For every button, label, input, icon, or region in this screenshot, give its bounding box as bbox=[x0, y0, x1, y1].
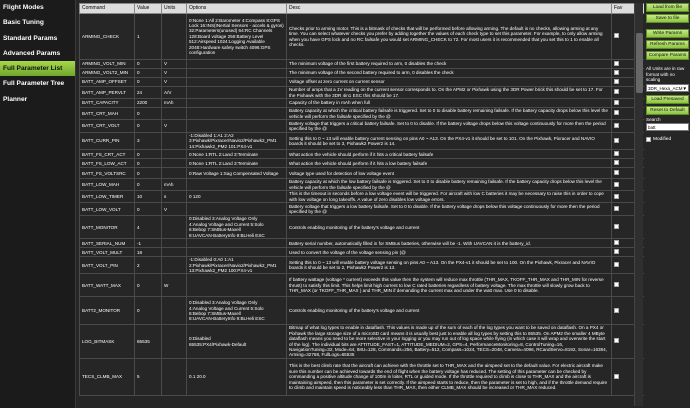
fav-checkbox[interactable] bbox=[614, 194, 619, 199]
value-cell[interactable]: 24 bbox=[135, 87, 162, 99]
options-cell: 0:None 1:RTL 2:Land 3:Terminate bbox=[187, 150, 287, 159]
table-row[interactable] bbox=[80, 274, 645, 297]
desc-cell: Number of amps that a 1V reading on the current sensor corresponds to. On the APM2 or Pixhawk using the 3DR Power brick this should be set to 17. For the Pixhawk with the 3DR 4in1 ESC this should be 17. bbox=[287, 87, 612, 99]
units-cell: V bbox=[162, 60, 187, 69]
modified-checkbox[interactable] bbox=[646, 137, 651, 142]
fav-checkbox[interactable] bbox=[614, 170, 619, 175]
command-cell: BATT_CRT_VOLT bbox=[80, 120, 135, 133]
sidebar-item[interactable]: Basic Tuning bbox=[3, 19, 44, 27]
desc-cell: Setting this to 0 ~ 13 will enable battery voltage sensing on pins A0 ~ A13. On the PX4-v1 it should be set to 100. On the Pixhawk, Pixracer and NAVIO boards it should be set to 2, Pixhawk2 Power2 is 13. bbox=[287, 257, 612, 274]
desc-cell: Controls enabling monitoring of the battery's voltage and current bbox=[287, 216, 612, 239]
desc-cell: Checks prior to arming motor. This is a bitmask of checks that will be performed before allowing arming. The default is no checks, allowing arming at any time. You can select whatever checks you prefer by adding together the values of each check type to set this parameter. For example, to only allow arming when you have GPS lock and no RC failsafe you would set ARMING_CHECK to 72. For most users it is recommended that you set this to 1 to enable all checks. bbox=[287, 14, 612, 60]
desc-cell: Setting this to 0 ~ 13 will enable battery current sensing on pins A0 ~ A13. On the PX4-v1 it should be set to 101. On the Pixhawk, Pixracer and NAVIO boards it should be set to 3, Pixhawk2 Power2 is 14. bbox=[287, 133, 612, 150]
value-cell[interactable]: 0 bbox=[135, 69, 162, 78]
options-cell: 0 120 bbox=[187, 191, 287, 203]
header-options[interactable]: Options bbox=[187, 4, 287, 14]
table-row[interactable] bbox=[80, 239, 645, 248]
sidebar-item[interactable]: Flight Modes bbox=[3, 4, 44, 11]
value-cell[interactable]: 10 bbox=[135, 191, 162, 203]
value-cell[interactable]: 0 bbox=[135, 274, 162, 297]
command-cell: BATT_LOW_MAH bbox=[80, 179, 135, 191]
options-cell: 0:Disabled 3:Analog Voltage Only 4:Analog Voltage and Current 5:Solo 6:Bebop 7:SMBus-Maxell 8:UAVCAN-BatteryInfo 9:BLHeli ESC bbox=[187, 297, 287, 325]
command-cell: BATT_FS_LOW_ACT bbox=[80, 159, 135, 168]
value-cell[interactable]: 5 bbox=[135, 358, 162, 395]
options-cell: 0:Raw Voltage 1:Sag Compensated Voltage bbox=[187, 168, 287, 179]
fav-checkbox[interactable] bbox=[614, 79, 619, 84]
options-cell bbox=[187, 69, 287, 78]
units-cell bbox=[162, 133, 187, 150]
options-cell bbox=[187, 78, 287, 87]
table-row[interactable] bbox=[80, 191, 645, 203]
units-cell: mAh bbox=[162, 99, 187, 108]
value-cell[interactable]: 0 bbox=[135, 297, 162, 325]
command-cell: LOG_BITMASK bbox=[80, 325, 135, 358]
table-row[interactable] bbox=[80, 133, 645, 150]
value-cell[interactable]: 0 bbox=[135, 78, 162, 87]
table-row[interactable] bbox=[80, 78, 645, 87]
fav-checkbox[interactable] bbox=[614, 249, 619, 254]
value-cell[interactable]: 4 bbox=[135, 216, 162, 239]
units-cell bbox=[162, 325, 187, 358]
sidebar-item[interactable]: Standard Params bbox=[3, 34, 58, 42]
options-cell bbox=[187, 179, 287, 191]
options-cell: 0:Disabled 3:Analog Voltage Only 4:Analog Voltage and Current 5:Solo 6:Bebop 7:SMBus-Maxell 8:UAVCAN-BatteryInfo 9:BLHeli ESC bbox=[187, 216, 287, 239]
table-row[interactable] bbox=[80, 69, 645, 78]
command-cell: BATT_MONITOR bbox=[80, 216, 135, 239]
fav-checkbox[interactable] bbox=[614, 262, 619, 267]
desc-cell: Used to convert the voltage of the voltage sensing pin (@ bbox=[287, 248, 612, 257]
value-cell[interactable]: 0 bbox=[135, 168, 162, 179]
command-cell: ARMING_CHECK bbox=[80, 14, 135, 60]
load-from-file-button[interactable]: Load from file bbox=[646, 3, 689, 12]
scrollbar-thumb[interactable] bbox=[636, 33, 643, 93]
header-units[interactable]: Units bbox=[162, 4, 187, 14]
command-cell: ARMING_VOLT_MIN bbox=[80, 60, 135, 69]
fav-checkbox[interactable] bbox=[614, 240, 619, 245]
desc-cell: The minimum voltage of the second battery required to arm, 0 disables the check bbox=[287, 69, 612, 78]
table-row[interactable] bbox=[80, 297, 645, 325]
units-cell bbox=[162, 216, 187, 239]
units-cell bbox=[162, 297, 187, 325]
modified-label: Modified bbox=[653, 137, 672, 143]
table-row[interactable] bbox=[80, 203, 645, 216]
options-cell: -1:Disabled 1:A1 2:A2 3:Pixhawk/Pixracer/Navio2/Pixhawk2_PM1 14:Pixhawk2_PM2 101:PX4-v1 bbox=[187, 133, 287, 150]
table-row[interactable] bbox=[80, 358, 645, 395]
table-row[interactable] bbox=[80, 179, 645, 191]
units-cell bbox=[162, 108, 187, 120]
sidebar-item[interactable]: Planner bbox=[3, 95, 28, 103]
parameter-table bbox=[79, 3, 644, 396]
sidebar bbox=[0, 0, 76, 408]
options-cell bbox=[187, 108, 287, 120]
command-cell: BATT_CRT_MAH bbox=[80, 108, 135, 120]
units-cell: s bbox=[162, 191, 187, 203]
sidebar-item[interactable]: Advanced Params bbox=[3, 49, 61, 57]
desc-cell: Battery voltage that triggers a low battery failsafe. Set to 0 to disable. If the battery voltage drops below this voltage continuously for more then the period specified by the @ bbox=[287, 203, 612, 216]
value-cell[interactable]: -1 bbox=[135, 239, 162, 248]
save-to-file-button[interactable]: Save to file bbox=[646, 14, 689, 23]
units-cell bbox=[162, 239, 187, 248]
value-cell[interactable]: 0 bbox=[135, 60, 162, 69]
load-presaved-button[interactable]: Load Presaved bbox=[646, 95, 689, 104]
command-cell: BATT2_MONITOR bbox=[80, 297, 135, 325]
value-cell[interactable]: 1 bbox=[135, 14, 162, 60]
table-row[interactable] bbox=[80, 325, 645, 358]
command-cell: TECS_CLMB_MAX bbox=[80, 358, 135, 395]
desc-cell: The minimum voltage of the first battery required to arm, 0 disables the check bbox=[287, 60, 612, 69]
modified-checkbox-row[interactable] bbox=[646, 137, 689, 142]
desc-cell: Battery capacity at which the critical battery failsafe is triggered. Set to 0 to disable battery remaining failsafe. If the battery capacity drops below this level the vehicle will perform the failsafe specified by the @ bbox=[287, 108, 612, 120]
fav-checkbox[interactable] bbox=[614, 282, 619, 287]
fav-checkbox[interactable] bbox=[614, 224, 619, 229]
units-cell: V bbox=[162, 203, 187, 216]
units-cell: V bbox=[162, 78, 187, 87]
command-cell: BATT_LOW_VOLT bbox=[80, 203, 135, 216]
fav-checkbox[interactable] bbox=[614, 308, 619, 313]
command-cell: BATT_WATT_MAX bbox=[80, 274, 135, 297]
command-cell: ARMING_VOLT2_MIN bbox=[80, 69, 135, 78]
search-input[interactable]: batt bbox=[646, 123, 689, 131]
fav-checkbox[interactable] bbox=[614, 151, 619, 156]
fav-checkbox[interactable] bbox=[614, 110, 619, 115]
value-cell[interactable]: 0 bbox=[135, 150, 162, 159]
value-cell[interactable]: 0 bbox=[135, 120, 162, 133]
desc-cell: Battery capacity at which the low battery failsafe is triggered. Set to 0 to disable battery remaining failsafe. If the battery capacity drops below this level the vehicle will perform the failsafe specified by the @ bbox=[287, 179, 612, 191]
command-cell: BATT_CAPACITY bbox=[80, 99, 135, 108]
search-label: Search bbox=[646, 116, 661, 122]
desc-cell: If battery wattage (voltage * current) exceeds this value then the system will reduce max throttle (THR_MAX, TKOFF_THR_MAX and THR_MIN for reverse thrust) to satisfy this limit. This helps limit high current to low C rated batteries regardless of battery voltage. The max throttle will slowly grow back to THR_MAX (or TKOFF_THR_MAX ) and THR_MIN if demanding the current max and under the watt max. Use 0 to disable. bbox=[287, 274, 612, 297]
command-cell: BATT_FS_VOLTSRC bbox=[80, 168, 135, 179]
desc-cell: What action the vehicle should perform if it hits a low battery failsafe bbox=[287, 159, 612, 168]
table-row[interactable] bbox=[80, 150, 645, 159]
sidebar-item[interactable]: Full Parameter Tree bbox=[3, 80, 65, 88]
fav-checkbox[interactable] bbox=[614, 138, 619, 143]
table-row[interactable] bbox=[80, 168, 645, 179]
table-row[interactable] bbox=[80, 257, 645, 274]
table-row[interactable] bbox=[80, 60, 645, 69]
right-panel bbox=[645, 3, 690, 406]
fav-checkbox[interactable] bbox=[614, 61, 619, 66]
options-cell bbox=[187, 60, 287, 69]
fav-checkbox[interactable] bbox=[614, 123, 619, 128]
command-cell: BATT_AMP_PERVLT bbox=[80, 87, 135, 99]
desc-cell: Battery voltage that triggers a critical battery failsafe. Set to 0 to disable. If the battery voltage drops below this voltage continuously for more then the period specified by the @ bbox=[287, 120, 612, 133]
fav-checkbox[interactable] bbox=[614, 89, 619, 94]
options-cell: 0:None 1:RTL 2:Land 3:Terminate bbox=[187, 159, 287, 168]
options-cell bbox=[187, 203, 287, 216]
units-note: All Units are in raw format with no scaling bbox=[646, 66, 685, 83]
table-row[interactable] bbox=[80, 14, 645, 60]
fav-checkbox[interactable] bbox=[614, 160, 619, 165]
fav-checkbox[interactable] bbox=[614, 70, 619, 75]
command-cell: BATT_SERIAL_NUM bbox=[80, 239, 135, 248]
desc-cell: Bitmap of what log types to enable in dataflash. This values is made up of the sum of each of the log types you want to be saved on dataflash. On a PX4 or Pixhawk the large storage size of a microSD card means it is usually best just to enable all log types by setting this to 65535. On APM2 the smaller 4 MByte dataflash means you need to be more selective in your logging or you may run out of log space while flying (in which case it will wrap and overwrite the start of the log). The individual bits are ATTITUDE_FAST=1, ATTITUDE_MEDIUM=2, GPS=4, PerformanceMonitoring=8, ControlTuning=16, NavigationTuning=32, Mode=64, IMU=128, Commands=256, Battery=512, Compass=1024, TECS=2048, Camera=4096, RCandServo=8192, Sonar=16384, Arming=32768, FullLogs=65535 bbox=[287, 325, 612, 358]
table-row[interactable] bbox=[80, 248, 645, 257]
header-desc[interactable]: Desc bbox=[287, 4, 612, 14]
units-cell: V bbox=[162, 120, 187, 133]
value-cell[interactable]: 0 bbox=[135, 203, 162, 216]
desc-cell: Voltage offset at zero current on current sensor bbox=[287, 78, 612, 87]
units-cell bbox=[162, 257, 187, 274]
options-cell bbox=[187, 87, 287, 99]
units-cell bbox=[162, 150, 187, 159]
value-cell[interactable]: 0 bbox=[135, 159, 162, 168]
value-cell[interactable]: 0 bbox=[135, 179, 162, 191]
units-cell: W bbox=[162, 274, 187, 297]
options-cell: 0.1 20.0 bbox=[187, 358, 287, 395]
table-row[interactable] bbox=[80, 159, 645, 168]
command-cell: BATT_CURR_PIN bbox=[80, 133, 135, 150]
header-value[interactable]: Value bbox=[135, 4, 162, 14]
refresh-params-button[interactable]: Refresh Params bbox=[646, 40, 689, 49]
fav-checkbox[interactable] bbox=[614, 206, 619, 211]
value-cell[interactable]: 3 bbox=[135, 133, 162, 150]
options-cell: 0:Disabled 65535:PX4/Pixhawk-Default bbox=[187, 325, 287, 358]
units-cell bbox=[162, 248, 187, 257]
units-cell bbox=[162, 159, 187, 168]
options-cell: 0:None 1:All 2:Barometer 4:Compass 8:GPS Lock 16:INS(INertial Sensors - accels & gyros) 32:Parameters(unused) 64:RC Channels 128:Board voltage 256:Battery Level 512:Airspeed 1024:Logging Available 2048:Hardware safety switch 4096:GPS configuration bbox=[187, 14, 287, 60]
firmware-select-value: 3DR_Hexa_ACM bbox=[648, 85, 683, 91]
value-cell[interactable]: 65535 bbox=[135, 325, 162, 358]
desc-cell: Controls enabling monitoring of the battery's voltage and current bbox=[287, 297, 612, 325]
vertical-scrollbar[interactable] bbox=[634, 3, 643, 406]
parameter-grid bbox=[79, 3, 644, 406]
command-cell: BATT_LOW_TIMER bbox=[80, 191, 135, 203]
value-cell[interactable]: 2200 bbox=[135, 99, 162, 108]
compare-params-button[interactable]: Compare Params bbox=[646, 51, 689, 60]
table-row[interactable] bbox=[80, 216, 645, 239]
header-command[interactable]: Command bbox=[80, 4, 135, 14]
units-cell bbox=[162, 168, 187, 179]
value-cell[interactable]: 2 bbox=[135, 257, 162, 274]
units-cell: V bbox=[162, 69, 187, 78]
units-cell: mAh bbox=[162, 179, 187, 191]
value-cell[interactable]: 0 bbox=[135, 108, 162, 120]
header-fav[interactable]: Fav bbox=[612, 4, 645, 14]
options-cell bbox=[187, 274, 287, 297]
table-row[interactable] bbox=[80, 108, 645, 120]
value-cell[interactable]: 18 bbox=[135, 248, 162, 257]
options-cell bbox=[187, 120, 287, 133]
fav-checkbox[interactable] bbox=[614, 374, 619, 379]
desc-cell: What action the vehicle should perform if it hits a critical battery failsafe bbox=[287, 150, 612, 159]
chevron-down-icon: ▼ bbox=[682, 85, 687, 91]
table-row[interactable] bbox=[80, 99, 645, 108]
units-cell bbox=[162, 14, 187, 60]
command-cell: BATT_AMP_OFFSET bbox=[80, 78, 135, 87]
desc-cell: This is the timeout in seconds before a low voltage event will be triggered. For aircraft with low C batteries it may be necessary to raise this in order to cope with low voltage on long takeoffs. A value of zero disables low voltage errors. bbox=[287, 191, 612, 203]
options-cell bbox=[187, 239, 287, 248]
desc-cell: Voltage type used for detection of low voltage event bbox=[287, 168, 612, 179]
table-row[interactable] bbox=[80, 87, 645, 99]
options-cell: -1:Disabled 0:A0 1:A1 2:Pixhawk/Pixracer/Navio2/Pixhawk2_PM1 13:Pixhawk2_PM2 100:PX4-v1 bbox=[187, 257, 287, 274]
fav-checkbox[interactable] bbox=[614, 100, 619, 105]
reset-to-default-button[interactable]: Reset to Default bbox=[646, 106, 689, 115]
options-cell bbox=[187, 248, 287, 257]
units-cell bbox=[162, 358, 187, 395]
write-params-button[interactable]: Write Params bbox=[646, 29, 689, 38]
units-cell: A/V bbox=[162, 87, 187, 99]
table-row[interactable] bbox=[80, 120, 645, 133]
fav-checkbox[interactable] bbox=[614, 182, 619, 187]
desc-cell: Capacity of the battery in mAh when full bbox=[287, 99, 612, 108]
command-cell: BATT_VOLT_MULT bbox=[80, 248, 135, 257]
fav-checkbox[interactable] bbox=[614, 33, 619, 38]
sidebar-item[interactable]: Full Parameter List bbox=[0, 61, 75, 76]
fav-checkbox[interactable] bbox=[614, 338, 619, 343]
firmware-select[interactable] bbox=[646, 84, 689, 92]
command-cell: BATT_VOLT_PIN bbox=[80, 257, 135, 274]
desc-cell: This is the best climb rate that the aircraft can achieve with the throttle set to THR_MAX and the airspeed set to the default value. For electric aircraft make sure this number can be achieved towards the end of flight when the battery voltage has reduced. The setting of this parameter can be checked by commanding a positive altitude change of 100m in loiter, RTL or guided mode. If the throttle required to climb is close to THR_MAX and the aircraft is maintaining airspeed, then this parameter is set correctly. If the airspeed starts to reduce, then the parameter is set to high, and if the throttle demand require to climb and maintain speed is noticeably less than THR_MAX, then either CLMB_MAX should be increased or THR_MAX reduced. bbox=[287, 358, 612, 395]
desc-cell: Battery serial number, automatically filled in for SMBus batteries, otherwise will be -1. With UAVCAN it is the battery_id. bbox=[287, 239, 612, 248]
options-cell bbox=[187, 99, 287, 108]
command-cell: BATT_FS_CRT_ACT bbox=[80, 150, 135, 159]
table-header-row bbox=[80, 4, 645, 14]
